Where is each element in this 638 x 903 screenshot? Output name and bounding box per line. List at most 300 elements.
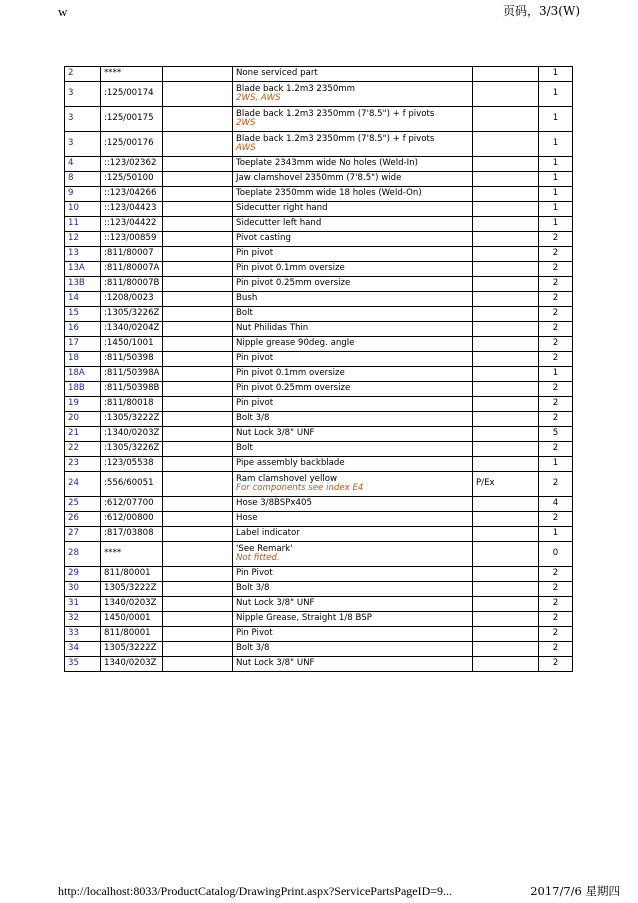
description-cell: [233, 567, 473, 582]
description-text: Label indicator: [236, 528, 300, 539]
position-cell: 9: [65, 187, 101, 202]
description-cell: [233, 307, 473, 322]
part-number-cell: 1305/3222Z: [101, 582, 163, 597]
quantity-cell: 2: [539, 247, 573, 262]
description-note: 2WS, AWS: [236, 93, 281, 103]
table-row: [65, 367, 573, 382]
remark-cell: [473, 132, 539, 157]
position-cell: 31: [65, 597, 101, 612]
table-row: [65, 82, 573, 107]
description-cell: [233, 232, 473, 247]
description-text: Pin pivot: [236, 248, 274, 259]
quantity-cell: 2: [539, 232, 573, 247]
description-cell: [233, 542, 473, 567]
empty-cell: [163, 107, 233, 132]
description-cell: [233, 172, 473, 187]
quantity-cell: 1: [539, 367, 573, 382]
description-text: Blade back 1.2m3 2350mm (7'8.5") + f pivots: [236, 133, 435, 144]
quantity-cell: 2: [539, 472, 573, 497]
position-cell: 11: [65, 217, 101, 232]
description-text: Pin Pivot: [236, 568, 273, 579]
part-number-cell: :817/03808: [101, 527, 163, 542]
position-cell: 2: [65, 67, 101, 82]
description-text: Toeplate 2350mm wide 18 holes (Weld-On): [236, 188, 422, 199]
empty-cell: [163, 172, 233, 187]
description-text: 'See Remark': [236, 543, 293, 554]
empty-cell: [163, 612, 233, 627]
part-number-cell: :811/50398: [101, 352, 163, 367]
table-row: [65, 582, 573, 597]
position-cell: 22: [65, 442, 101, 457]
empty-cell: [163, 527, 233, 542]
description-note: 2WS: [236, 118, 256, 128]
table-row: [65, 337, 573, 352]
table-row: [65, 542, 573, 567]
table-row: [65, 172, 573, 187]
quantity-cell: 1: [539, 107, 573, 132]
table-row: [65, 527, 573, 542]
position-cell: 18: [65, 352, 101, 367]
part-number-cell: :1340/0203Z: [101, 427, 163, 442]
part-number-cell: :1340/0204Z: [101, 322, 163, 337]
quantity-cell: 2: [539, 307, 573, 322]
description-text: Nut Lock 3/8" UNF: [236, 658, 315, 669]
remark-cell: [473, 657, 539, 672]
part-number-cell: ::123/02362: [101, 157, 163, 172]
description-cell: [233, 627, 473, 642]
description-cell: [233, 442, 473, 457]
empty-cell: [163, 202, 233, 217]
remark-cell: [473, 107, 539, 132]
empty-cell: [163, 187, 233, 202]
remark-cell: [473, 82, 539, 107]
description-text: Blade back 1.2m3 2350mm: [236, 83, 356, 94]
remark-cell: [473, 202, 539, 217]
table-row: [65, 642, 573, 657]
quantity-cell: 2: [539, 442, 573, 457]
position-cell: 4: [65, 157, 101, 172]
empty-cell: [163, 412, 233, 427]
position-cell: 23: [65, 457, 101, 472]
position-cell: 16: [65, 322, 101, 337]
remark-cell: [473, 232, 539, 247]
position-cell: 8: [65, 172, 101, 187]
table-row: [65, 382, 573, 397]
table-row: [65, 627, 573, 642]
footer-date: 2017/7/6 星期四: [530, 884, 620, 898]
table-row: [65, 457, 573, 472]
remark-cell: [473, 442, 539, 457]
remark-cell: [473, 352, 539, 367]
description-cell: [233, 642, 473, 657]
position-cell: 14: [65, 292, 101, 307]
position-cell: 13B: [65, 277, 101, 292]
description-text: Jaw clamshovel 2350mm (7'8.5") wide: [236, 173, 402, 184]
description-text: Bolt 3/8: [236, 643, 270, 654]
part-number-cell: :123/05538: [101, 457, 163, 472]
position-cell: 24: [65, 472, 101, 497]
part-number-cell: 811/80001: [101, 627, 163, 642]
empty-cell: [163, 642, 233, 657]
description-cell: [233, 512, 473, 527]
table-row: [65, 107, 573, 132]
quantity-cell: 5: [539, 427, 573, 442]
position-cell: 26: [65, 512, 101, 527]
position-cell: 12: [65, 232, 101, 247]
description-note: AWS: [236, 143, 256, 153]
table-row: [65, 322, 573, 337]
part-number-cell: :1305/3226Z: [101, 442, 163, 457]
quantity-cell: 2: [539, 382, 573, 397]
empty-cell: [163, 382, 233, 397]
empty-cell: [163, 132, 233, 157]
quantity-cell: 1: [539, 457, 573, 472]
part-number-cell: :1208/0023: [101, 292, 163, 307]
position-cell: 18B: [65, 382, 101, 397]
remark-cell: [473, 457, 539, 472]
remark-cell: [473, 157, 539, 172]
empty-cell: [163, 367, 233, 382]
quantity-cell: 1: [539, 217, 573, 232]
position-cell: 3: [65, 132, 101, 157]
table-row: [65, 157, 573, 172]
empty-cell: [163, 232, 233, 247]
remark-cell: [473, 582, 539, 597]
part-number-cell: ****: [101, 542, 163, 567]
part-number-cell: :125/00176: [101, 132, 163, 157]
table-row: [65, 232, 573, 247]
description-text: Bolt 3/8: [236, 583, 270, 594]
description-text: Pin pivot 0.25mm oversize: [236, 278, 351, 289]
remark-cell: [473, 67, 539, 82]
quantity-cell: 2: [539, 597, 573, 612]
empty-cell: [163, 157, 233, 172]
empty-cell: [163, 277, 233, 292]
quantity-cell: 2: [539, 657, 573, 672]
quantity-cell: 2: [539, 412, 573, 427]
description-cell: [233, 427, 473, 442]
part-number-cell: 1340/0203Z: [101, 597, 163, 612]
parts-table-body: [65, 67, 573, 672]
table-row: [65, 657, 573, 672]
description-cell: [233, 457, 473, 472]
remark-cell: [473, 412, 539, 427]
remark-cell: [473, 427, 539, 442]
description-text: Nut Lock 3/8" UNF: [236, 598, 315, 609]
part-number-cell: :1305/3222Z: [101, 412, 163, 427]
position-cell: 19: [65, 397, 101, 412]
empty-cell: [163, 427, 233, 442]
part-number-cell: 1450/0001: [101, 612, 163, 627]
description-cell: [233, 277, 473, 292]
quantity-cell: 1: [539, 172, 573, 187]
description-note: For components see index E4: [236, 483, 364, 493]
description-text: Nut Lock 3/8" UNF: [236, 428, 315, 439]
part-number-cell: 1340/0203Z: [101, 657, 163, 672]
description-cell: [233, 337, 473, 352]
description-text: Bush: [236, 293, 258, 304]
description-text: Bolt: [236, 443, 253, 454]
description-text: Nipple Grease, Straight 1/8 BSP: [236, 613, 372, 624]
part-number-cell: :125/00175: [101, 107, 163, 132]
description-cell: [233, 657, 473, 672]
parts-table: [64, 66, 573, 672]
remark-cell: [473, 612, 539, 627]
table-row: [65, 397, 573, 412]
table-row: [65, 67, 573, 82]
empty-cell: [163, 472, 233, 497]
quantity-cell: 1: [539, 202, 573, 217]
position-cell: 20: [65, 412, 101, 427]
table-row: [65, 277, 573, 292]
description-text: Pin pivot 0.1mm oversize: [236, 368, 345, 379]
empty-cell: [163, 82, 233, 107]
quantity-cell: 1: [539, 82, 573, 107]
part-number-cell: :1305/3226Z: [101, 307, 163, 322]
position-cell: 18A: [65, 367, 101, 382]
empty-cell: [163, 542, 233, 567]
position-cell: 15: [65, 307, 101, 322]
empty-cell: [163, 512, 233, 527]
table-row: [65, 307, 573, 322]
part-number-cell: ::123/00859: [101, 232, 163, 247]
position-cell: 3: [65, 107, 101, 132]
position-cell: 29: [65, 567, 101, 582]
description-text: Hose 3/8BSPx405: [236, 498, 312, 509]
remark-cell: [473, 512, 539, 527]
table-row: [65, 512, 573, 527]
description-cell: [233, 472, 473, 497]
description-cell: [233, 527, 473, 542]
position-cell: 32: [65, 612, 101, 627]
quantity-cell: 2: [539, 292, 573, 307]
remark-cell: [473, 187, 539, 202]
empty-cell: [163, 442, 233, 457]
description-text: Bolt: [236, 308, 253, 319]
position-cell: 27: [65, 527, 101, 542]
description-cell: [233, 412, 473, 427]
description-cell: [233, 497, 473, 512]
part-number-cell: :811/50398A: [101, 367, 163, 382]
empty-cell: [163, 497, 233, 512]
position-cell: 28: [65, 542, 101, 567]
position-cell: 3: [65, 82, 101, 107]
empty-cell: [163, 307, 233, 322]
description-cell: [233, 352, 473, 367]
description-text: Sidecutter right hand: [236, 203, 328, 214]
description-text: Nipple grease 90deg. angle: [236, 338, 355, 349]
part-number-cell: :811/80007B: [101, 277, 163, 292]
remark-cell: [473, 172, 539, 187]
position-cell: 21: [65, 427, 101, 442]
description-text: Ram clamshovel yellow: [236, 473, 338, 484]
part-number-cell: :556/60051: [101, 472, 163, 497]
empty-cell: [163, 322, 233, 337]
description-text: Nut Philidas Thin: [236, 323, 309, 334]
part-number-cell: ::123/04423: [101, 202, 163, 217]
table-row: [65, 612, 573, 627]
part-number-cell: :125/00174: [101, 82, 163, 107]
description-cell: [233, 612, 473, 627]
quantity-cell: 2: [539, 512, 573, 527]
part-number-cell: :612/07700: [101, 497, 163, 512]
remark-cell: [473, 567, 539, 582]
table-row: [65, 132, 573, 157]
description-cell: [233, 262, 473, 277]
quantity-cell: 2: [539, 262, 573, 277]
empty-cell: [163, 262, 233, 277]
table-row: [65, 497, 573, 512]
description-cell: [233, 247, 473, 262]
remark-cell: [473, 382, 539, 397]
position-cell: 35: [65, 657, 101, 672]
description-text: Pipe assembly backblade: [236, 458, 345, 469]
remark-cell: [473, 292, 539, 307]
remark-cell: [473, 597, 539, 612]
description-cell: [233, 382, 473, 397]
table-row: [65, 472, 573, 497]
table-row: [65, 442, 573, 457]
quantity-cell: 2: [539, 322, 573, 337]
table-row: [65, 412, 573, 427]
description-cell: [233, 67, 473, 82]
description-cell: [233, 367, 473, 382]
quantity-cell: 2: [539, 567, 573, 582]
description-cell: [233, 582, 473, 597]
table-row: [65, 217, 573, 232]
position-cell: 13: [65, 247, 101, 262]
quantity-cell: 0: [539, 542, 573, 567]
part-number-cell: ::123/04266: [101, 187, 163, 202]
remark-cell: [473, 277, 539, 292]
description-cell: [233, 107, 473, 132]
table-row: [65, 247, 573, 262]
description-text: Toeplate 2343mm wide No holes (Weld-In): [236, 158, 418, 169]
part-number-cell: :612/00800: [101, 512, 163, 527]
empty-cell: [163, 457, 233, 472]
description-text: Pin pivot 0.25mm oversize: [236, 383, 351, 394]
remark-cell: [473, 262, 539, 277]
remark-cell: [473, 367, 539, 382]
remark-cell: P/Ex: [473, 472, 539, 497]
empty-cell: [163, 597, 233, 612]
table-row: [65, 262, 573, 277]
description-cell: [233, 132, 473, 157]
table-row: [65, 292, 573, 307]
part-number-cell: :811/80007A: [101, 262, 163, 277]
description-cell: [233, 397, 473, 412]
quantity-cell: 1: [539, 157, 573, 172]
description-text: Pivot casting: [236, 233, 291, 244]
description-cell: [233, 292, 473, 307]
quantity-cell: 1: [539, 67, 573, 82]
description-text: Pin pivot: [236, 353, 274, 364]
empty-cell: [163, 582, 233, 597]
empty-cell: [163, 657, 233, 672]
table-row: [65, 187, 573, 202]
position-cell: 25: [65, 497, 101, 512]
description-note: Not fitted.: [236, 553, 280, 563]
empty-cell: [163, 337, 233, 352]
part-number-cell: :811/50398B: [101, 382, 163, 397]
empty-cell: [163, 397, 233, 412]
remark-cell: [473, 307, 539, 322]
remark-cell: [473, 527, 539, 542]
quantity-cell: 2: [539, 397, 573, 412]
remark-cell: [473, 627, 539, 642]
part-number-cell: :1450/1001: [101, 337, 163, 352]
description-text: Pin pivot 0.1mm oversize: [236, 263, 345, 274]
remark-cell: [473, 397, 539, 412]
empty-cell: [163, 567, 233, 582]
part-number-cell: :811/80007: [101, 247, 163, 262]
quantity-cell: 1: [539, 187, 573, 202]
description-text: Blade back 1.2m3 2350mm (7'8.5") + f pivots: [236, 108, 435, 119]
quantity-cell: 2: [539, 627, 573, 642]
empty-cell: [163, 67, 233, 82]
part-number-cell: 1305/3222Z: [101, 642, 163, 657]
description-text: Pin pivot: [236, 398, 274, 409]
description-text: Bolt 3/8: [236, 413, 270, 424]
position-cell: 34: [65, 642, 101, 657]
table-row: [65, 567, 573, 582]
remark-cell: [473, 497, 539, 512]
quantity-cell: 2: [539, 352, 573, 367]
remark-cell: [473, 542, 539, 567]
remark-cell: [473, 322, 539, 337]
remark-cell: [473, 642, 539, 657]
table-row: [65, 427, 573, 442]
table-row: [65, 597, 573, 612]
description-cell: [233, 157, 473, 172]
empty-cell: [163, 627, 233, 642]
quantity-cell: 2: [539, 277, 573, 292]
description-text: None serviced part: [236, 68, 318, 79]
quantity-cell: 2: [539, 612, 573, 627]
table-row: [65, 202, 573, 217]
empty-cell: [163, 247, 233, 262]
quantity-cell: 1: [539, 132, 573, 157]
part-number-cell: ****: [101, 67, 163, 82]
remark-cell: [473, 247, 539, 262]
empty-cell: [163, 352, 233, 367]
part-number-cell: 811/80001: [101, 567, 163, 582]
header-left-text: w: [58, 4, 68, 19]
description-text: Sidecutter left hand: [236, 218, 322, 229]
footer-url: http://localhost:8033/ProductCatalog/DrawingPrint.aspx?ServicePartsPageID=9...: [58, 884, 453, 898]
part-number-cell: :811/80018: [101, 397, 163, 412]
quantity-cell: 2: [539, 582, 573, 597]
empty-cell: [163, 217, 233, 232]
part-number-cell: :125/50100: [101, 172, 163, 187]
table-row: [65, 352, 573, 367]
description-cell: [233, 187, 473, 202]
page-number: 页码，3/3(W): [502, 4, 580, 18]
remark-cell: [473, 217, 539, 232]
empty-cell: [163, 292, 233, 307]
position-cell: 17: [65, 337, 101, 352]
quantity-cell: 2: [539, 337, 573, 352]
description-cell: [233, 217, 473, 232]
description-cell: [233, 202, 473, 217]
description-cell: [233, 82, 473, 107]
description-cell: [233, 597, 473, 612]
position-cell: 10: [65, 202, 101, 217]
position-cell: 13A: [65, 262, 101, 277]
description-cell: [233, 322, 473, 337]
part-number-cell: ::123/04422: [101, 217, 163, 232]
remark-cell: [473, 337, 539, 352]
